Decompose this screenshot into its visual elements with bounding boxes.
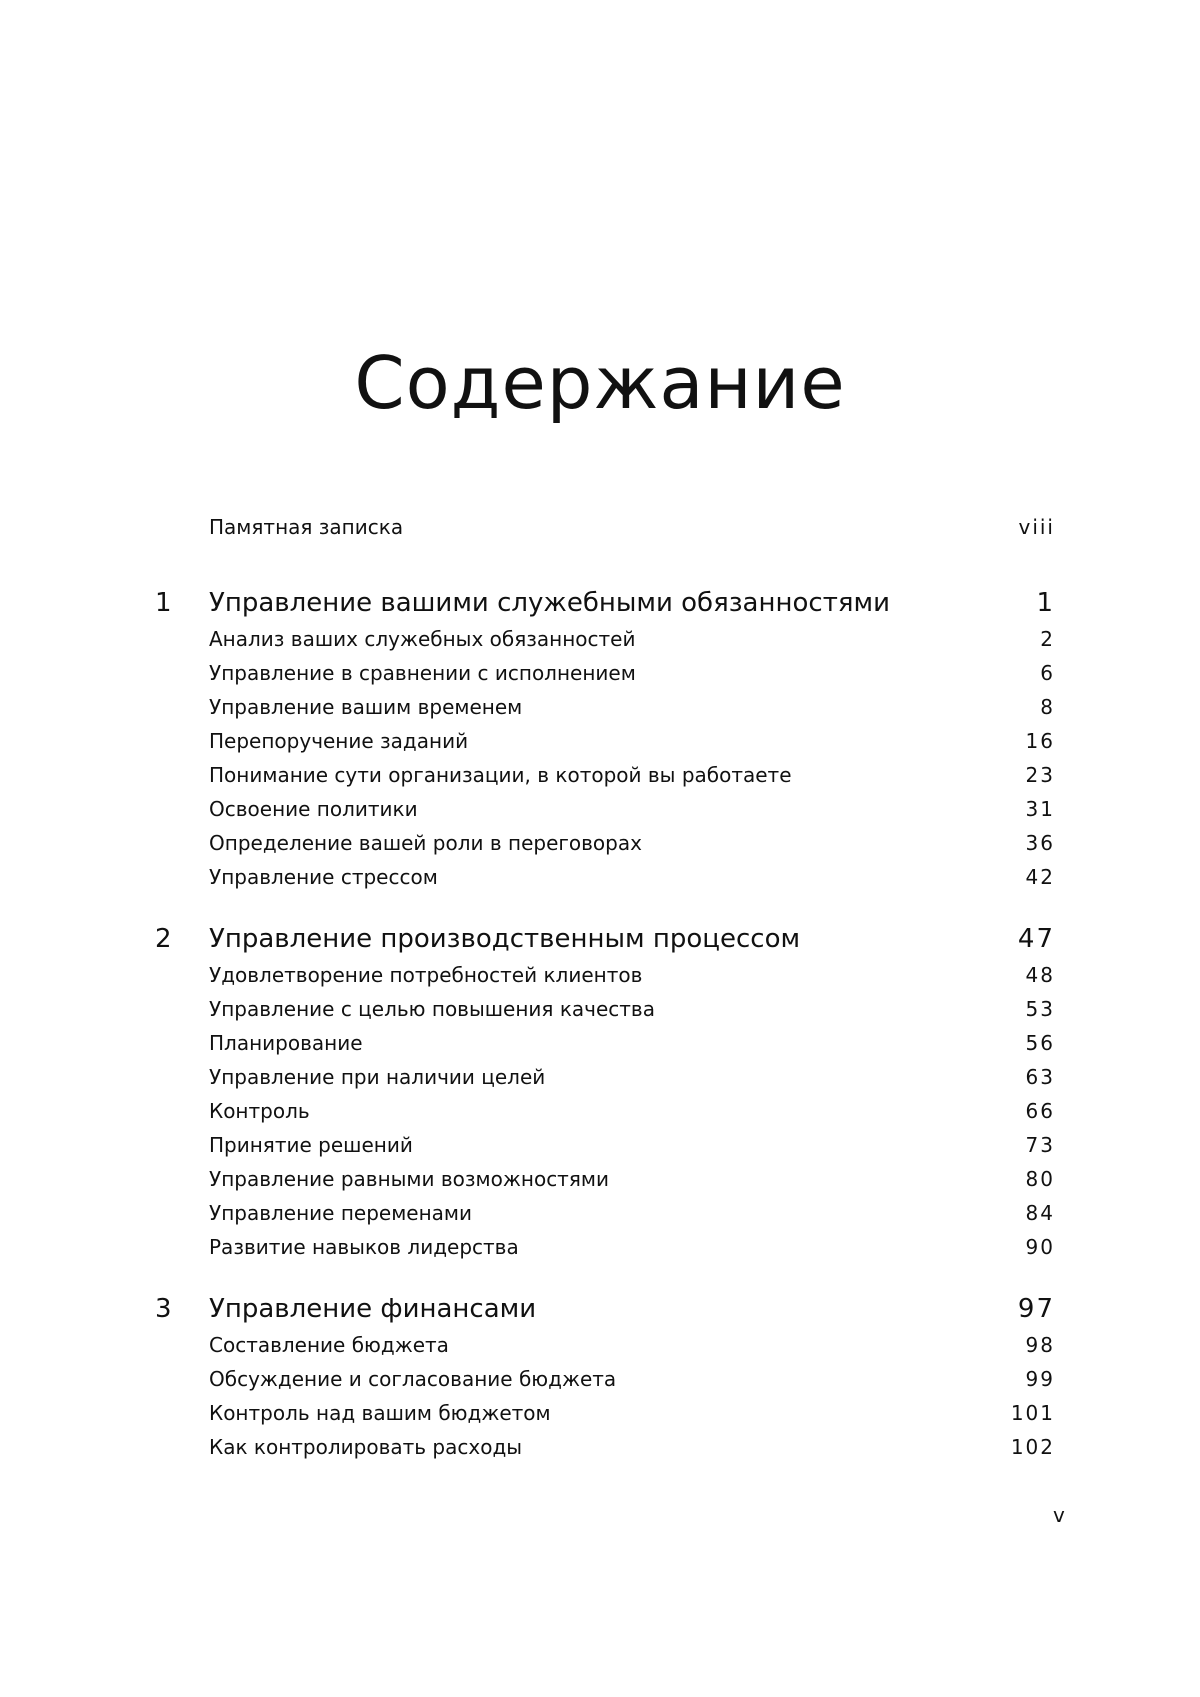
toc-chapter-block bbox=[155, 584, 1055, 894]
toc-section-title: Обсуждение и согласование бюджета bbox=[209, 1367, 617, 1391]
toc-section-page: 53 bbox=[1025, 997, 1055, 1021]
toc-chapter-entry bbox=[155, 920, 1055, 958]
toc-section-page: 66 bbox=[1025, 1099, 1055, 1123]
toc-section-title: Как контролировать расходы bbox=[209, 1435, 523, 1459]
toc-section-page: 8 bbox=[1040, 695, 1055, 719]
toc-section-entry bbox=[155, 1094, 1055, 1128]
toc-section-title: Удовлетворение потребностей клиентов bbox=[209, 963, 643, 987]
toc-section-title: Контроль bbox=[209, 1099, 310, 1123]
toc-section-page: 84 bbox=[1025, 1201, 1055, 1225]
toc-section-title: Управление в сравнении с исполнением bbox=[209, 661, 636, 685]
toc-section-entry bbox=[155, 1060, 1055, 1094]
toc-section-title: Перепоручение заданий bbox=[209, 729, 469, 753]
toc-chapter-number: 1 bbox=[155, 588, 172, 618]
toc-section-entry bbox=[155, 1026, 1055, 1060]
toc-section-entry bbox=[155, 1230, 1055, 1264]
toc-chapter-title: Управление финансами bbox=[209, 1294, 537, 1324]
toc-chapter-title: Управление производственным процессом bbox=[209, 924, 801, 954]
toc-section-title: Контроль над вашим бюджетом bbox=[209, 1401, 551, 1425]
toc-preface-entry bbox=[155, 510, 1055, 544]
toc-chapter-block bbox=[155, 1290, 1055, 1464]
toc-chapter-title: Управление вашими служебными обязанностями bbox=[209, 588, 890, 618]
toc-chapter-number: 3 bbox=[155, 1294, 172, 1324]
toc-section-entry bbox=[155, 992, 1055, 1026]
toc-chapter-page: 47 bbox=[1017, 924, 1055, 954]
toc-section-title: Управление равными возможностями bbox=[209, 1167, 609, 1191]
toc-chapter-block bbox=[155, 920, 1055, 1264]
toc-section-entry bbox=[155, 958, 1055, 992]
toc-section-page: 98 bbox=[1025, 1333, 1055, 1357]
table-of-contents bbox=[155, 510, 1055, 1490]
toc-section-entry bbox=[155, 1162, 1055, 1196]
toc-section-page: 16 bbox=[1025, 729, 1055, 753]
toc-section-entry bbox=[155, 860, 1055, 894]
toc-section-title: Управление переменами bbox=[209, 1201, 473, 1225]
toc-section-entry bbox=[155, 1396, 1055, 1430]
toc-chapter-number: 2 bbox=[155, 924, 172, 954]
toc-section-entry bbox=[155, 622, 1055, 656]
page-folio: v bbox=[1053, 1503, 1065, 1527]
toc-section-entry bbox=[155, 826, 1055, 860]
toc-section-page: 63 bbox=[1025, 1065, 1055, 1089]
toc-section-page: 48 bbox=[1025, 963, 1055, 987]
toc-section-page: 42 bbox=[1025, 865, 1055, 889]
toc-section-page: 31 bbox=[1025, 797, 1055, 821]
toc-section-page: 56 bbox=[1025, 1031, 1055, 1055]
toc-section-title: Освоение политики bbox=[209, 797, 418, 821]
toc-entry-page: viii bbox=[1018, 515, 1055, 539]
toc-section-entry bbox=[155, 1328, 1055, 1362]
toc-section-page: 101 bbox=[1010, 1401, 1055, 1425]
toc-section-page: 36 bbox=[1025, 831, 1055, 855]
toc-section-entry bbox=[155, 1128, 1055, 1162]
toc-section-page: 80 bbox=[1025, 1167, 1055, 1191]
toc-section-title: Принятие решений bbox=[209, 1133, 413, 1157]
toc-section-title: Управление вашим временем bbox=[209, 695, 523, 719]
toc-section-page: 6 bbox=[1040, 661, 1055, 685]
toc-section-title: Планирование bbox=[209, 1031, 363, 1055]
toc-chapter-page: 1 bbox=[1036, 588, 1055, 618]
toc-section-entry bbox=[155, 758, 1055, 792]
toc-section-title: Развитие навыков лидерства bbox=[209, 1235, 519, 1259]
toc-section-title: Управление стрессом bbox=[209, 865, 438, 889]
toc-section-page: 2 bbox=[1040, 627, 1055, 651]
toc-entry-title: Памятная записка bbox=[209, 515, 404, 539]
toc-chapters bbox=[155, 584, 1055, 1464]
toc-chapter-entry bbox=[155, 1290, 1055, 1328]
toc-section-page: 90 bbox=[1025, 1235, 1055, 1259]
toc-section-entry bbox=[155, 1430, 1055, 1464]
toc-section-page: 73 bbox=[1025, 1133, 1055, 1157]
toc-section-page: 102 bbox=[1010, 1435, 1055, 1459]
toc-section-entry bbox=[155, 792, 1055, 826]
toc-section-title: Управление при наличии целей bbox=[209, 1065, 546, 1089]
toc-section-entry bbox=[155, 1362, 1055, 1396]
toc-section-entry bbox=[155, 1196, 1055, 1230]
toc-section-title: Понимание сути организации, в которой вы работаете bbox=[209, 763, 792, 787]
toc-section-title: Управление с целью повышения качества bbox=[209, 997, 655, 1021]
toc-section-entry bbox=[155, 656, 1055, 690]
toc-chapter-page: 97 bbox=[1017, 1294, 1055, 1324]
toc-section-title: Анализ ваших служебных обязанностей bbox=[209, 627, 636, 651]
toc-chapter-entry bbox=[155, 584, 1055, 622]
toc-section-page: 23 bbox=[1025, 763, 1055, 787]
toc-section-title: Составление бюджета bbox=[209, 1333, 449, 1357]
toc-section-page: 99 bbox=[1025, 1367, 1055, 1391]
page-title: Содержание bbox=[354, 341, 846, 425]
toc-section-entry bbox=[155, 690, 1055, 724]
toc-section-entry bbox=[155, 724, 1055, 758]
toc-section-title: Определение вашей роли в переговорах bbox=[209, 831, 642, 855]
